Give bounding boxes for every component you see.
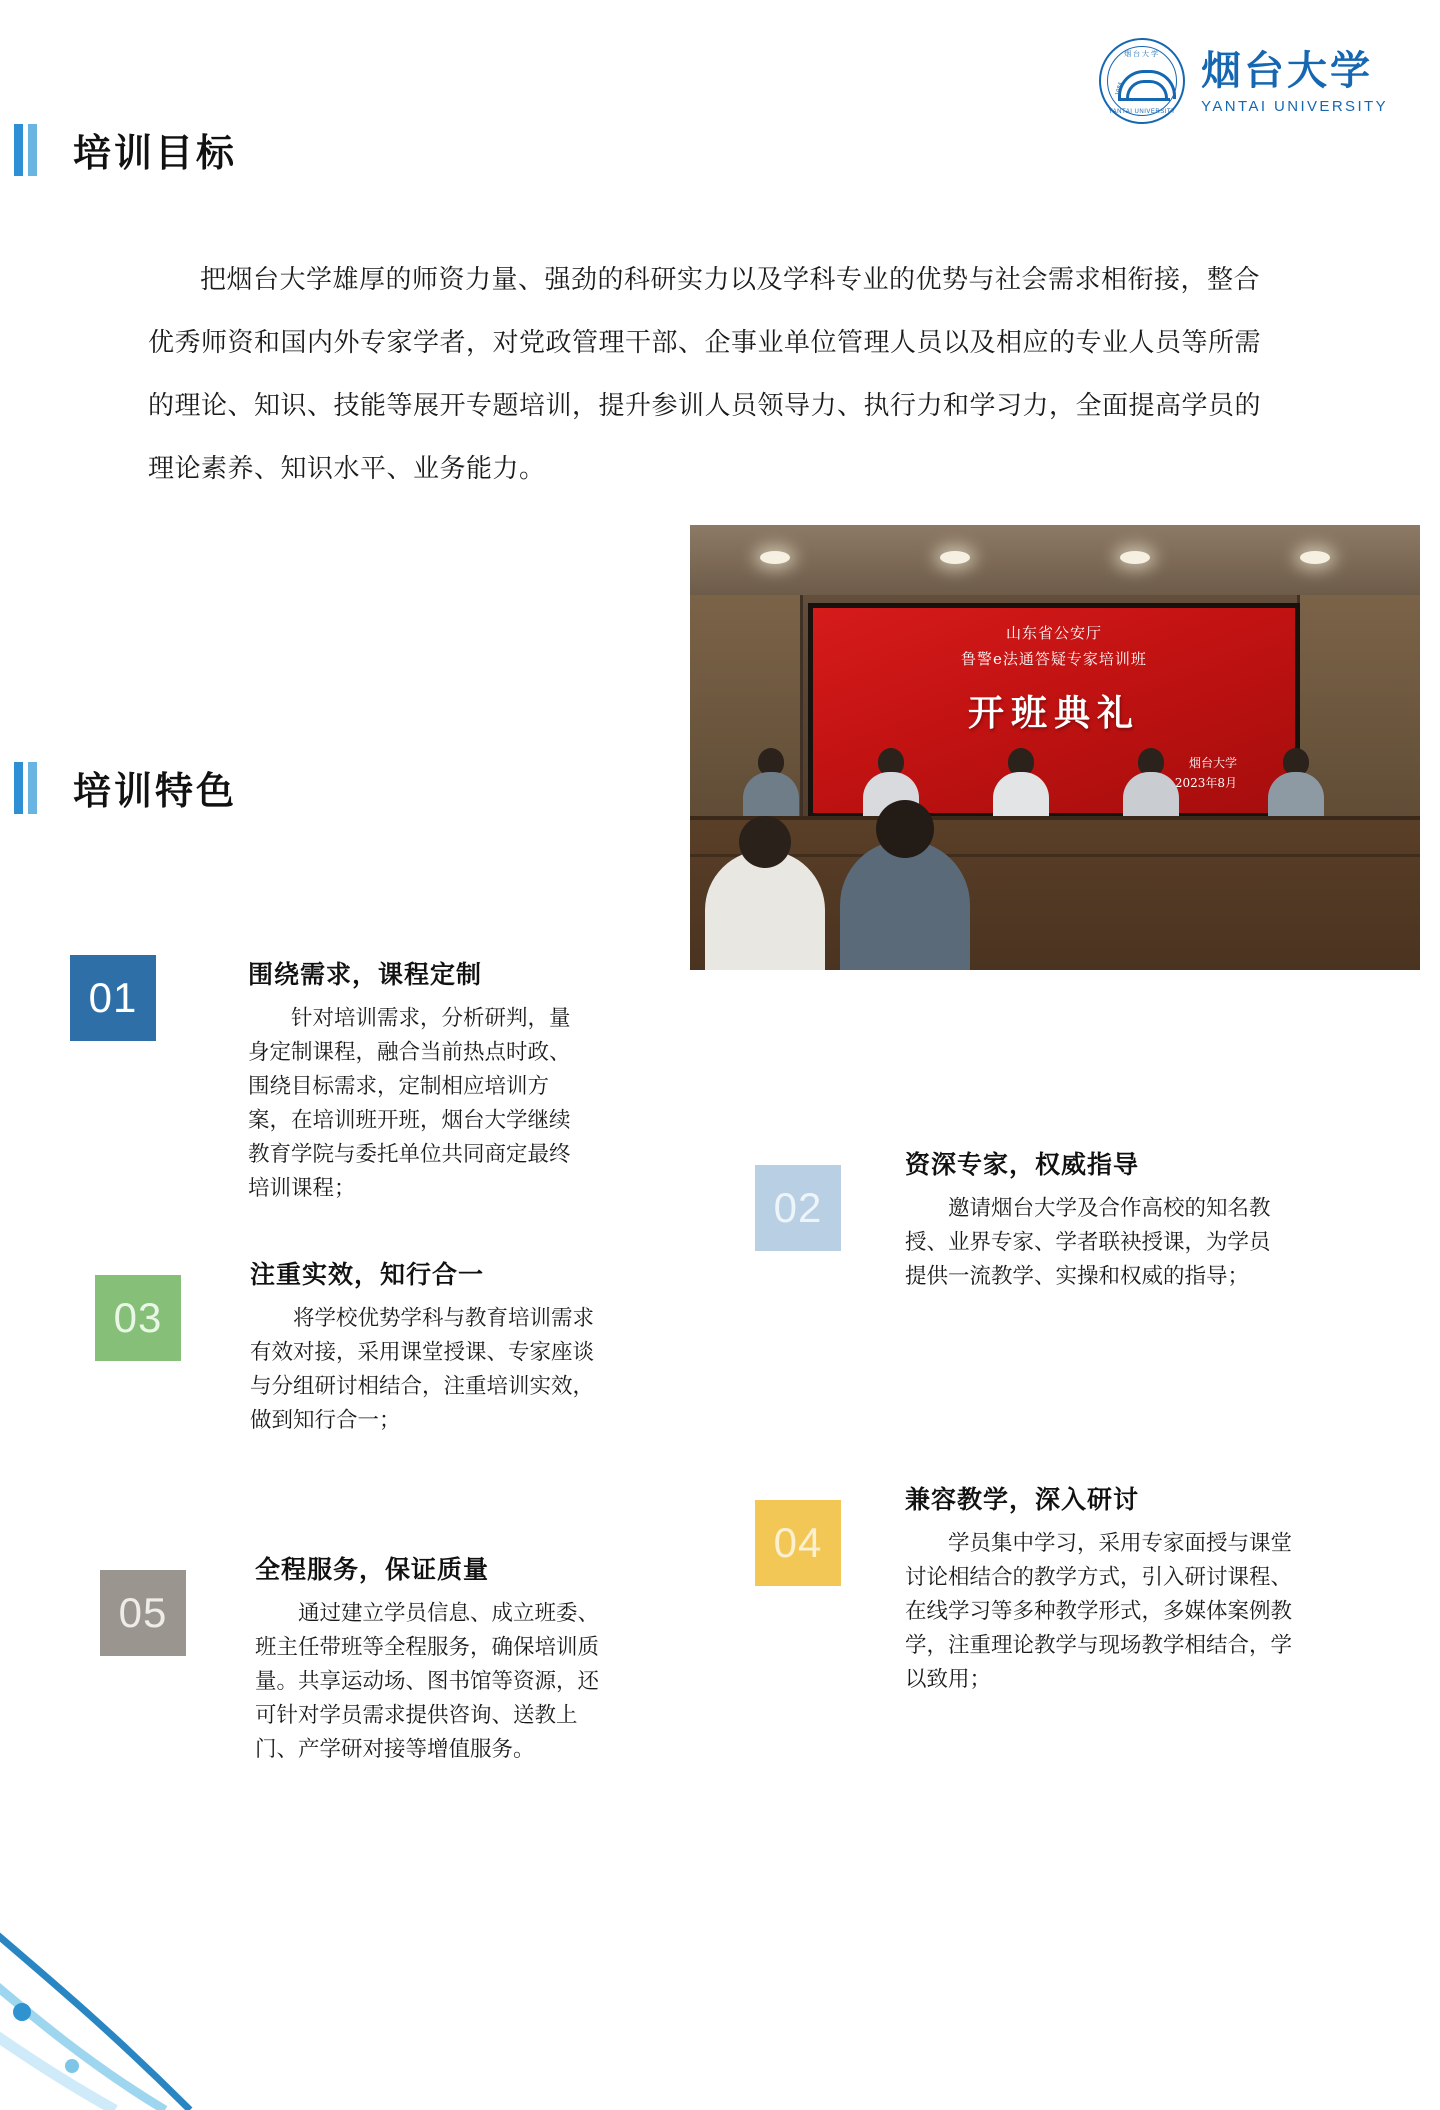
training-ceremony-photo bbox=[690, 525, 1420, 970]
section-heading-goal bbox=[14, 122, 237, 177]
seal-top-text: 烟台大学 bbox=[1124, 51, 1161, 58]
screen-line-3: 烟台大学 bbox=[1188, 756, 1237, 770]
feature-title-03: 注重实效，知行合一 bbox=[250, 1260, 485, 1289]
seal-year-text: 1984 bbox=[1115, 81, 1125, 97]
feature-body-02: 邀请烟台大学及合作高校的知名教授、业界专家、学者联袂授课，为学员提供一流教学、实操和权威的指导； bbox=[905, 1196, 1271, 1288]
logo-wordmark bbox=[1201, 48, 1388, 115]
feature-number-03: 03 bbox=[95, 1275, 181, 1361]
feature-number-05: 05 bbox=[100, 1570, 186, 1656]
feature-number-02: 02 bbox=[755, 1165, 841, 1251]
feature-title-05: 全程服务，保证质量 bbox=[255, 1555, 490, 1584]
feature-item-01 bbox=[70, 955, 590, 1205]
feature-body-04: 学员集中学习，采用专家面授与课堂讨论相结合的教学方式，引入研讨课程、在线学习等多种教学形式，多媒体案例教学，注重理论教学与现场教学相结合，学以致用； bbox=[905, 1531, 1293, 1691]
ceiling-light-icon bbox=[1300, 551, 1330, 564]
feature-title-02: 资深专家，权威指导 bbox=[905, 1150, 1140, 1179]
screen-line-4: 2023年8月 bbox=[1174, 776, 1237, 790]
screen-line-2: 鲁警e法通答疑专家培训班 bbox=[961, 650, 1147, 668]
audience-person bbox=[705, 850, 825, 970]
university-logo bbox=[1099, 38, 1388, 124]
seal-bottom-text: YANTAI UNIVERSITY bbox=[1108, 109, 1176, 115]
seated-person bbox=[990, 748, 1052, 820]
seated-person bbox=[1265, 748, 1327, 820]
seated-person bbox=[1120, 748, 1182, 820]
feature-number-01: 01 bbox=[70, 955, 156, 1041]
feature-body-05: 通过建立学员信息、成立班委、班主任带班等全程服务，确保培训质量。共享运动场、图书馆等资源，还可针对学员需求提供咨询、送教上门、产学研对接等增值服务。 bbox=[255, 1601, 600, 1761]
logo-name-cn: 烟台大学 bbox=[1201, 46, 1374, 94]
heading-accent-bars-icon-2 bbox=[14, 762, 37, 814]
section-heading-features bbox=[14, 760, 237, 815]
feature-title-01: 围绕需求，课程定制 bbox=[248, 960, 483, 989]
logo-name-en: YANTAI UNIVERSITY bbox=[1201, 97, 1388, 115]
screen-headline: 开班典礼 bbox=[967, 692, 1140, 734]
feature-body-03: 将学校优势学科与教育培训需求有效对接，采用课堂授课、专家座谈与分组研讨相结合，注重培训实效，做到知行合一； bbox=[250, 1306, 595, 1432]
screen-line-1: 山东省公安厅 bbox=[1005, 624, 1102, 642]
feature-item-02 bbox=[755, 1145, 1285, 1293]
page-title-features: 培训特色 bbox=[73, 768, 238, 813]
goal-paragraph: 把烟台大学雄厚的师资力量、强劲的科研实力以及学科专业的优势与社会需求相衔接，整合优秀师资和国内外专家学者，对党政管理干部、企事业单位管理人员以及相应的专业人员等所需的理论、知识、技能等展开专题培训，提升参训人员领导力、执行力和学习力，全面提高学员的理论素养、知识水平、业务能力。 bbox=[148, 265, 1262, 483]
feature-number-04: 04 bbox=[755, 1500, 841, 1586]
feature-item-05 bbox=[100, 1550, 620, 1766]
heading-accent-bars-icon bbox=[14, 124, 37, 176]
audience-person bbox=[840, 840, 970, 970]
feature-item-03 bbox=[95, 1255, 615, 1437]
seal-base-bar bbox=[1118, 98, 1170, 101]
page-title-goal: 培训目标 bbox=[73, 130, 238, 175]
feature-body-01: 针对培训需求，分析研判，量身定制课程，融合当前热点时政、围绕目标需求，定制相应培训方案，在培训班开班，烟台大学继续教育学院与委托单位共同商定最终培训课程； bbox=[248, 1006, 571, 1200]
feature-title-04: 兼容教学，深入研讨 bbox=[905, 1485, 1140, 1514]
seated-person bbox=[740, 748, 802, 820]
decorative-swoosh bbox=[0, 1780, 290, 2110]
feature-item-04 bbox=[755, 1480, 1295, 1696]
ceiling-light-icon bbox=[760, 551, 790, 564]
ceiling-light-icon bbox=[940, 551, 970, 564]
university-seal-icon bbox=[1099, 38, 1185, 124]
ceiling-light-icon bbox=[1120, 551, 1150, 564]
